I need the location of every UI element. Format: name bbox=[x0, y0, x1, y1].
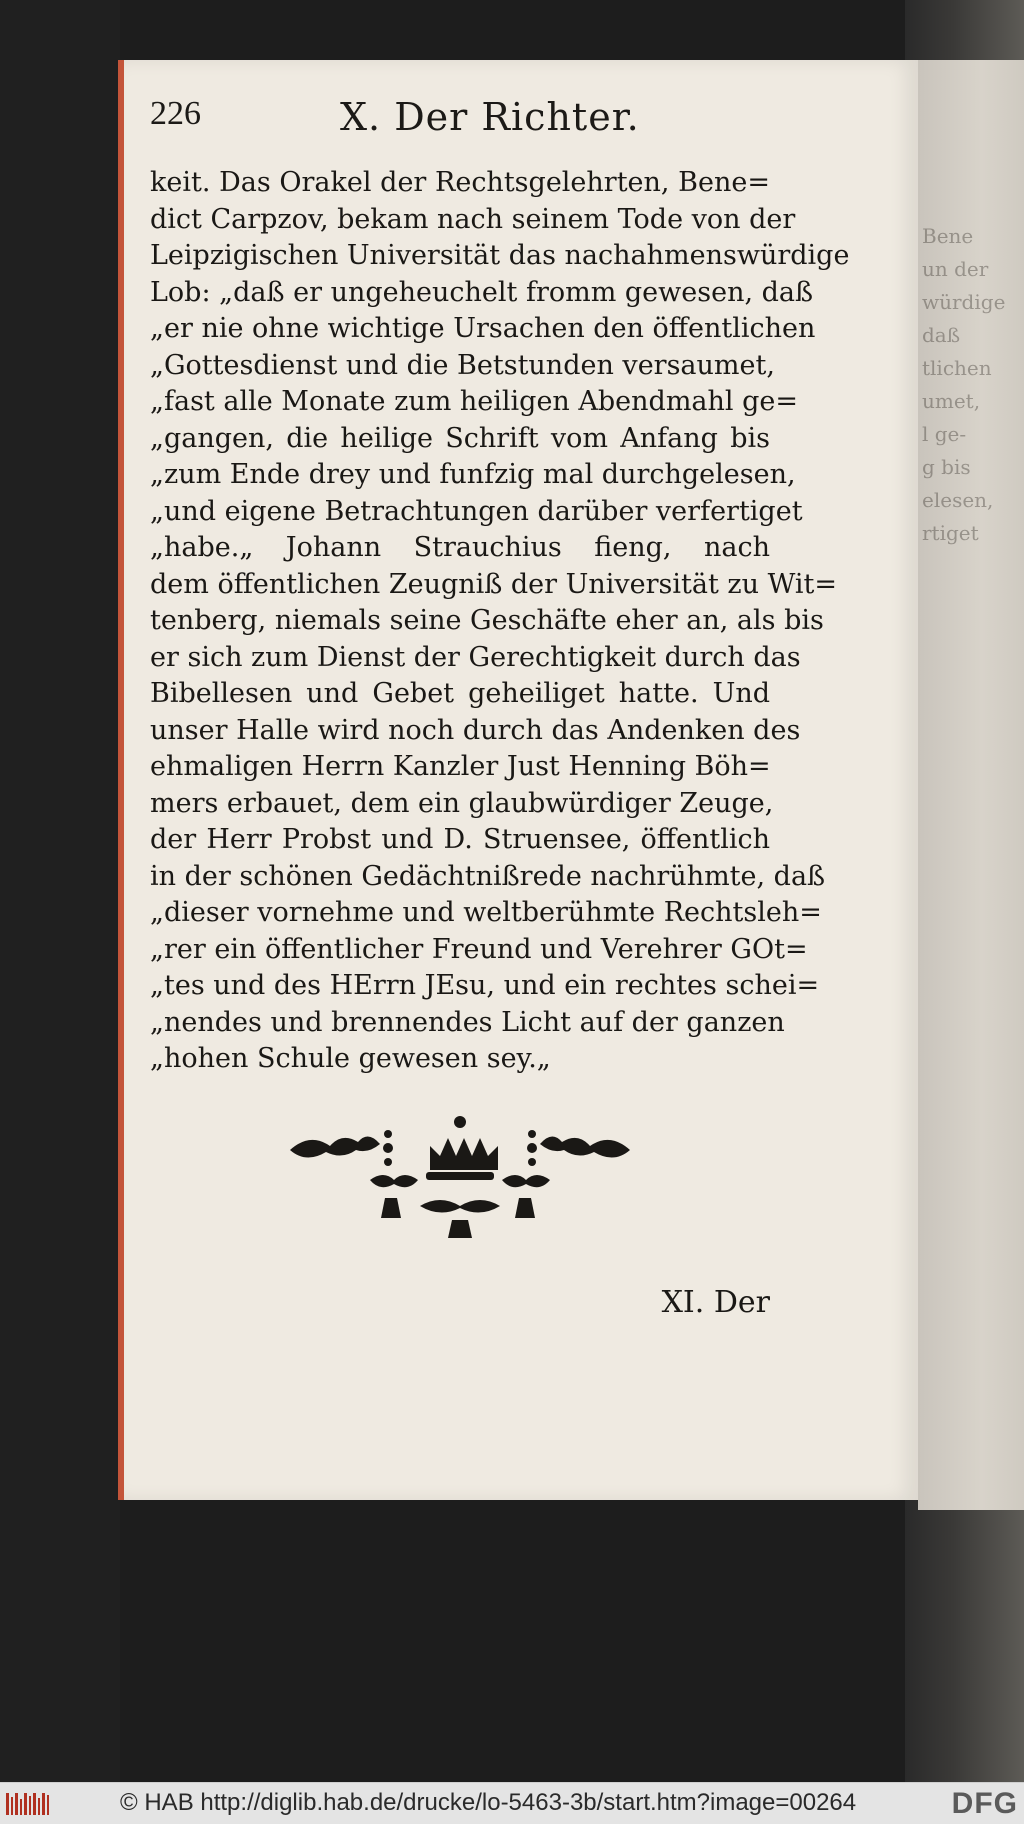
text-line: in der schönen Gedächtnißrede nachrühmte, daß bbox=[150, 860, 826, 892]
text-line: „rer ein öffentlicher Freund und Verehrer GOt= bbox=[150, 933, 808, 965]
text-line: Lob: „daß er ungeheuchelt fromm gewesen, daß bbox=[150, 276, 814, 308]
scanner-backdrop-left bbox=[0, 0, 120, 1782]
footer-bar bbox=[0, 1782, 1024, 1824]
catchword: XI. Der bbox=[661, 1285, 770, 1320]
running-title: X. Der Richter. bbox=[340, 95, 640, 139]
page-header bbox=[150, 95, 750, 145]
text-line: „nendes und brennendes Licht auf der ganzen bbox=[150, 1006, 785, 1038]
text-line: „dieser vornehme und weltberühmte Rechtsleh= bbox=[150, 897, 822, 928]
text-line: der Herr Probst und D. Struensee, öffentlich bbox=[150, 824, 770, 855]
printers-ornament bbox=[270, 1080, 650, 1240]
adjacent-page-edge: Bene un der würdige daß tlichen umet, l ge- g bis elesen, rtiget bbox=[918, 60, 1024, 1510]
text-line: Leipzigischen Universität das nachahmenswürdige bbox=[150, 240, 850, 271]
page-number: 226 bbox=[150, 95, 201, 132]
text-line: ehmaligen Herrn Kanzler Just Henning Böh= bbox=[150, 751, 771, 782]
hab-barcode-icon bbox=[6, 1791, 50, 1817]
text-line: „gangen, die heilige Schrift vom Anfang bis bbox=[150, 422, 770, 454]
body-text bbox=[150, 165, 850, 1078]
text-line: Bibellesen und Gebet geheiliget hatte. Und bbox=[150, 678, 770, 709]
text-line: dict Carpzov, bekam nach seinem Tode von der bbox=[150, 203, 796, 235]
text-line: „und eigene Betrachtungen darüber verfertiget bbox=[150, 495, 803, 527]
text-line: „habe.„ Johann Strauchius fieng, nach bbox=[150, 532, 770, 563]
text-line: „zum Ende drey und funfzig mal durchgelesen, bbox=[150, 459, 796, 490]
text-line: „fast alle Monate zum heiligen Abendmahl ge= bbox=[150, 386, 799, 417]
dfg-logo: DFG bbox=[951, 1787, 1018, 1820]
text-line: keit. Das Orakel der Rechtsgelehrten, Bene= bbox=[150, 167, 770, 198]
text-line: dem öffentlichen Zeugniß der Universität zu Wit= bbox=[150, 568, 838, 600]
text-line: „er nie ohne wichtige Ursachen den öffentlichen bbox=[150, 313, 816, 344]
text-line: „tes und des HErrn JEsu, und ein rechtes schei= bbox=[150, 970, 820, 1001]
text-line: er sich zum Dienst der Gerechtigkeit durch das bbox=[150, 641, 801, 673]
text-line: „Gottesdienst und die Betstunden versaumet, bbox=[150, 349, 775, 381]
text-line: mers erbauet, dem ein glaubwürdiger Zeuge, bbox=[150, 787, 774, 819]
text-line: tenberg, niemals seine Geschäfte eher an, als bis bbox=[150, 605, 824, 636]
text-line: unser Halle wird noch durch das Andenken des bbox=[150, 714, 801, 746]
source-link[interactable]: © HAB http://diglib.hab.de/drucke/lo-5463-3b/start.htm?image=00264 bbox=[120, 1789, 857, 1816]
text-line: „hohen Schule gewesen sey.„ bbox=[150, 1043, 551, 1074]
